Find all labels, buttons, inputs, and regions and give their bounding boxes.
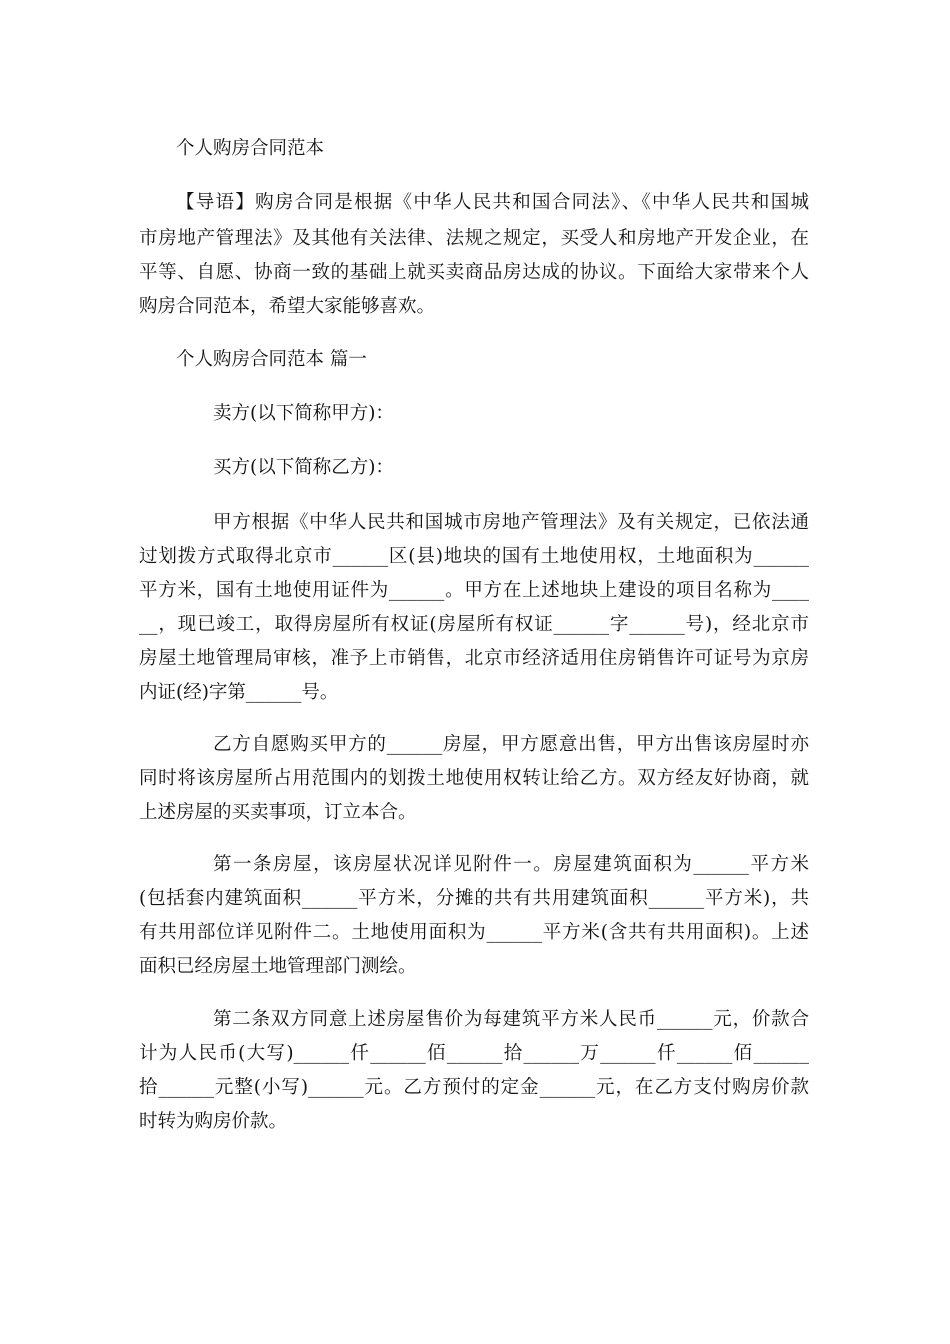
intro-line: 购房合同范本，希望大家能够喜欢。 bbox=[139, 296, 436, 317]
intro-line: 【导语】购房合同是根据《中华人民共和国合同法》、《中华人民共和国城 bbox=[176, 192, 809, 213]
paragraph-line: 拾______元整(小写)______元。乙方预付的定金______元，在乙方支付购房价款 bbox=[139, 1077, 809, 1098]
paragraph-line: 过划拨方式取得北京市______区(县)地块的国有土地使用权，土地面积为______ bbox=[139, 546, 809, 567]
paragraph-line: 乙方自愿购买甲方的______房屋，甲方愿意出售，甲方出售该房屋时亦 bbox=[213, 734, 809, 755]
paragraph-line: 第一条房屋，该房屋状况详见附件一。房屋建筑面积为______平方米 bbox=[213, 854, 809, 875]
paragraph-line: 面积已经房屋土地管理部门测绘。 bbox=[139, 956, 417, 977]
section-title: 个人购房合同范本 篇一 bbox=[176, 349, 367, 370]
paragraph-line: (包括套内建筑面积______平方米，分摊的共有共用建筑面积______平方米)，共 bbox=[139, 888, 809, 909]
paragraph-line: 内证(经)字第______号。 bbox=[139, 682, 339, 703]
paragraph-line: 房屋土地管理局审核，准予上市销售，北京市经济适用住房销售许可证号为京房 bbox=[139, 648, 809, 669]
paragraph-line: 上述房屋的买卖事项，订立本合。 bbox=[139, 802, 417, 823]
seller-line: 卖方(以下简称甲方)： bbox=[213, 403, 394, 424]
paragraph-line: 同时将该房屋所占用范围内的划拨土地使用权转让给乙方。双方经友好协商，就 bbox=[139, 768, 809, 789]
buyer-line: 买方(以下简称乙方)： bbox=[213, 457, 394, 478]
document-title: 个人购房合同范本 bbox=[176, 138, 325, 159]
intro-line: 平等、自愿、协商一致的基础上就买卖商品房达成的协议。下面给大家带来个人 bbox=[139, 262, 809, 283]
intro-line: 市房地产管理法》及其他有关法律、法规之规定，买受人和房地产开发企业，在 bbox=[139, 228, 809, 249]
paragraph-line: 第二条双方同意上述房屋售价为每建筑平方米人民币______元，价款合 bbox=[213, 1009, 809, 1030]
paragraph-line: 计为人民币(大写)______仟______佰______拾______万______仟______佰______ bbox=[139, 1043, 809, 1064]
paragraph-line: 平方米，国有土地使用证件为______。甲方在上述地块上建设的项目名称为____ bbox=[139, 580, 809, 601]
paragraph-line: __，现已竣工，取得房屋所有权证(房屋所有权证______字______号)，经北京市 bbox=[139, 614, 809, 635]
paragraph-line: 甲方根据《中华人民共和国城市房地产管理法》及有关规定，已依法通 bbox=[213, 512, 809, 533]
paragraph-line: 有共用部位详见附件二。土地使用面积为______平方米(含共有共用面积)。上述 bbox=[139, 922, 809, 943]
paragraph-line: 时转为购房价款。 bbox=[139, 1111, 288, 1132]
